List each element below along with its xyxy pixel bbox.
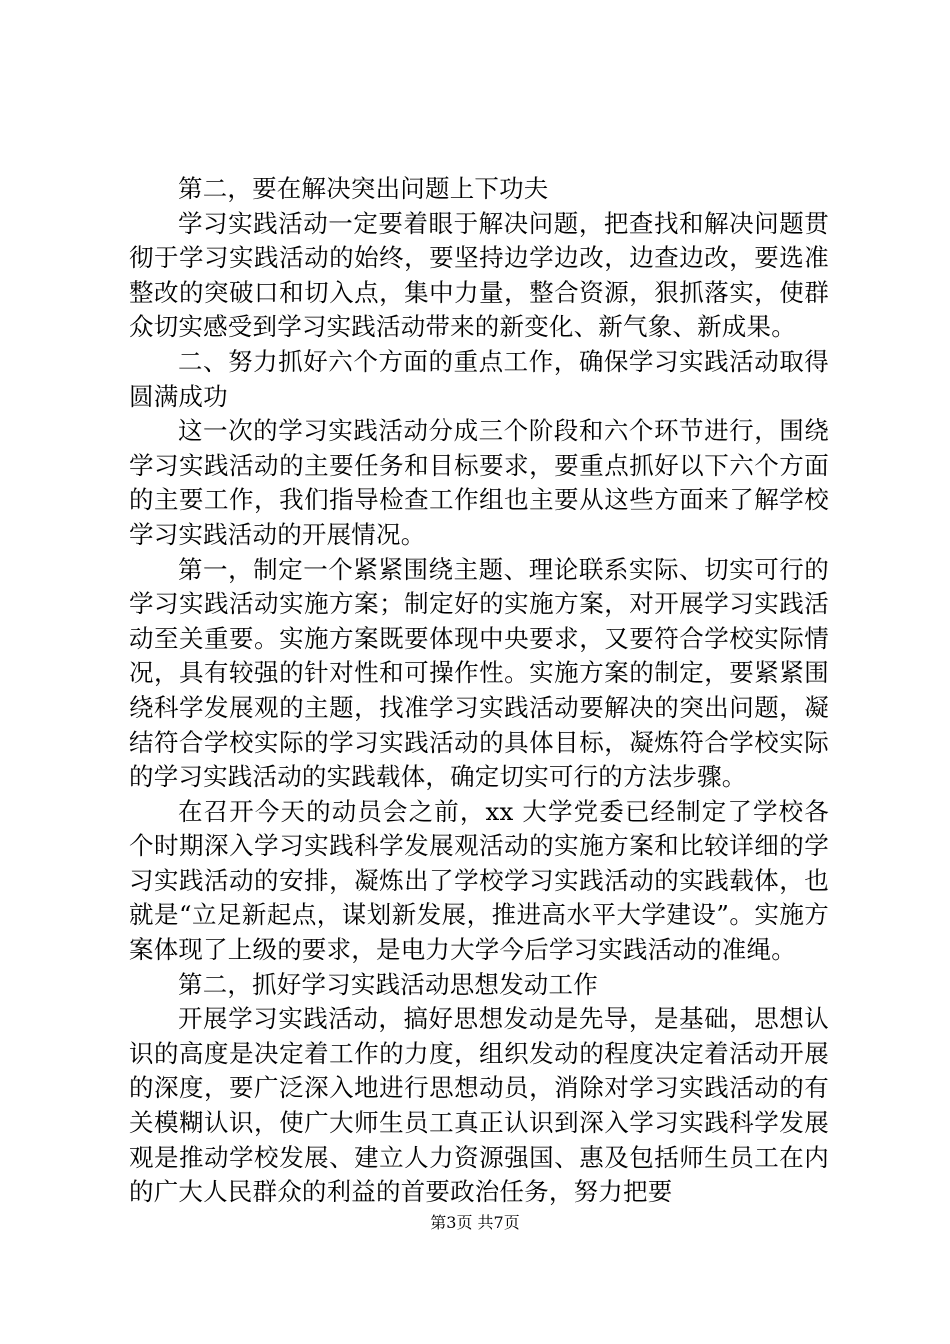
- section-heading: 二、努力抓好六个方面的重点工作，确保学习实践活动取得圆满成功: [129, 346, 829, 411]
- page-footer: 第3页 共7页: [430, 1213, 520, 1232]
- section-heading: 第二，要在解决突出问题上下功夫: [178, 174, 549, 203]
- document-body: [129, 172, 829, 1210]
- paragraph: 开展学习实践活动，搞好思想发动是先导，是基础，思想认识的高度是决定着工作的力度，组织发动的程度决定着活动开展的深度，要广泛深入地进行思想动员，消除对学习实践活动的有关模糊认识，使广大师生员工真正认识到深入学习实践科学发展观是推动学校发展、建立人力资源强国、惠及包括师生员工在内的广大人民群众的利益的首要政治任务，努力把要: [129, 1004, 829, 1207]
- section-heading: 第二，抓好学习实践活动思想发动工作: [178, 969, 598, 999]
- paragraph: 这一次的学习实践活动分成三个阶段和六个环节进行，围绕学习实践活动的主要任务和目标要求，要重点抓好以下六个方面的主要工作，我们指导检查工作组也主要从这些方面来了解学校学习实践活动的开展情况。: [129, 416, 829, 549]
- paragraph: 在召开今天的动员会之前，xx 大学党委已经制定了学校各个时期深入学习实践科学发展观活动的实施方案和比较详细的学习实践活动的安排，凝炼出了学校学习实践活动的实践载体，也就是“立足新起点，谋划新发展，推进高水平大学建设”。实施方案体现了上级的要求，是电力大学今后学习实践活动的准绳。: [129, 796, 829, 965]
- paragraph: 第一，制定一个紧紧围绕主题、理论联系实际、切实可行的学习实践活动实施方案；制定好的实施方案，对开展学习实践活动至关重要。实施方案既要体现中央要求，又要符合学校实际情况，具有较强的针对性和可操作性。实施方案的制定，要紧紧围绕科学发展观的主题，找准学习实践活动要解决的突出问题，凝结符合学校实际的学习实践活动的具体目标，凝炼符合学校实际的学习实践活动的实践载体，确定切实可行的方法步骤。: [129, 554, 829, 792]
- paragraph: 学习实践活动一定要着眼于解决问题，把查找和解决问题贯彻于学习实践活动的始终，要坚持边学边改，边查边改，要选准整改的突破口和切入点，集中力量，整合资源，狠抓落实，使群众切实感受到学习实践活动带来的新变化、新气象、新成果。: [129, 208, 829, 342]
